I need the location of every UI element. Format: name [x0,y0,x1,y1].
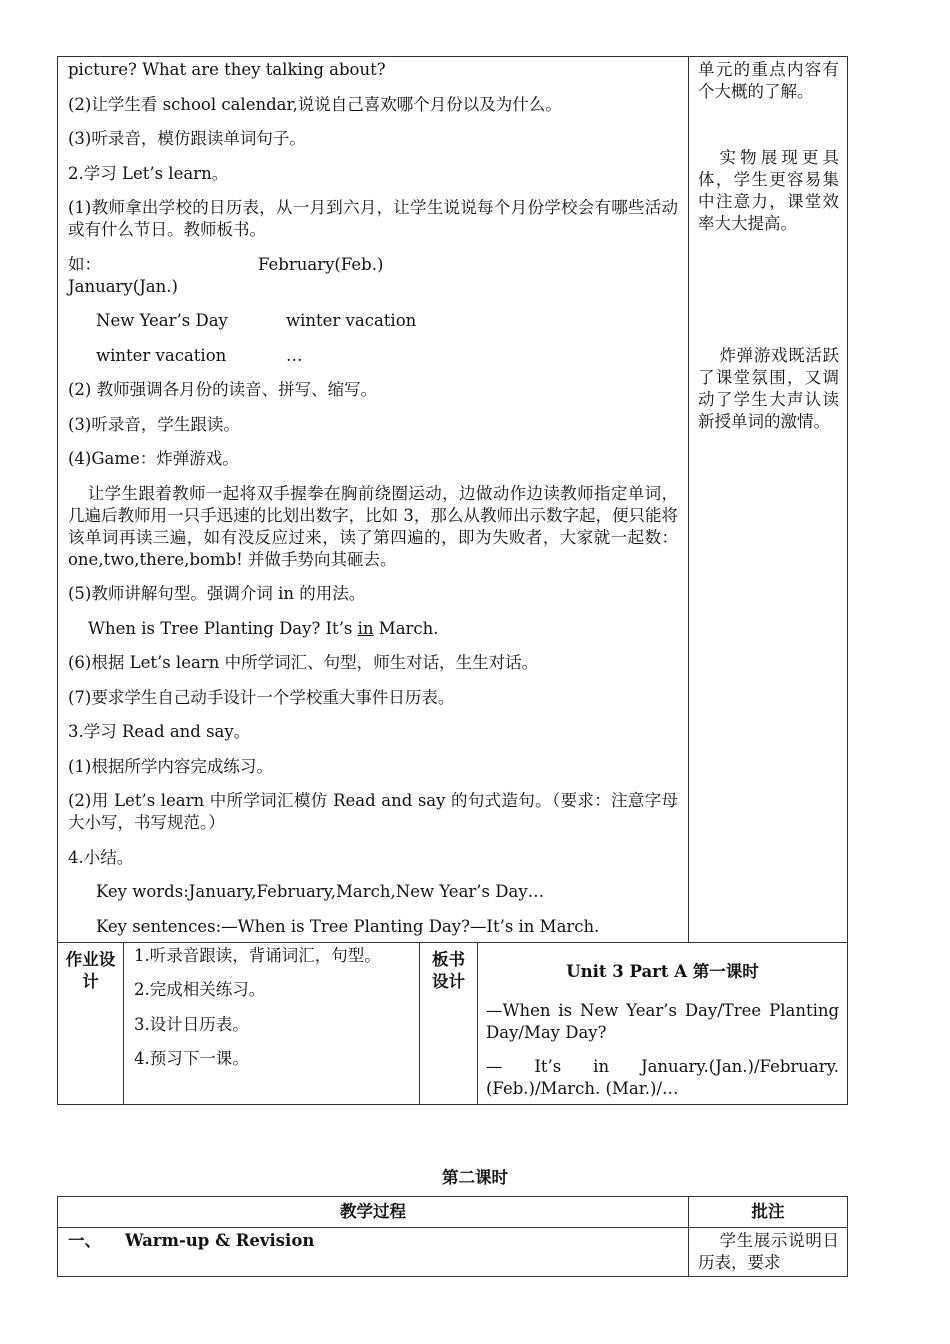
process-line: (2) 教师强调各月份的读音、拼写、缩写。 [68,380,378,399]
process-line: picture? What are they talking about? [68,60,386,79]
warmup-heading [68,1230,678,1252]
key-sentences: Key sentences:—When is Tree Planting Day?—It’s in March. [96,916,600,936]
homework-board-row [58,942,848,1105]
board-label: 板书设计 [420,942,478,1105]
sentence-part: March. [373,618,439,638]
second-lesson-table [57,1196,848,1277]
board-line: — It’s in January.(Jan.)/February.(Feb.)/March. (Mar.)/… [486,1057,840,1098]
warmup-note-cell [689,1228,848,1277]
warmup-title: Warm-up & Revision [125,1231,315,1250]
note-text: 单元的重点内容有个大概的了解。 [698,60,840,101]
header-process: 教学过程 [58,1197,689,1228]
note-text: 炸弹游戏既活跃了课堂氛围，又调动了学生大声认读新授单词的激情。 [698,346,840,431]
example-word: February(Feb.) [258,254,384,274]
homework-item: 1.听录音跟读，背诵词汇，句型。 [134,945,381,965]
example-sentence [68,618,678,640]
process-line: (3)听录音，模仿跟读单词句子。 [68,129,306,148]
warmup-row [58,1228,848,1277]
process-line: 2.学习 Let’s learn。 [68,163,229,183]
section-title: 第二课时 [442,1168,508,1187]
board-title: Unit 3 Part A 第一课时 [566,962,759,981]
process-line: (5)教师讲解句型。强调介词 in 的用法。 [68,584,366,603]
example-row [68,345,678,367]
example-word: January(Jan.) [68,276,178,296]
warmup-number: 一、 [68,1231,101,1250]
game-description: 让学生跟着教师一起将双手握拳在胸前绕圈运动，边做动作边读教师指定单词，几遍后教师用一只手迅速的比划出数字，比如 3，那么从教师出示数字起，便只能将该单词再读三遍，如有没反应过来，读了第四遍的，即为失败者，大家就一起数：one,two,there,bomb! 并做手势向其砸去。 [68,483,679,569]
key-words: Key words:January,February,March,New Year’s Day… [96,882,545,901]
homework-cell [124,942,420,1105]
example-row [68,254,678,298]
notes-cell [689,57,848,943]
process-line: (3)听录音，学生跟读。 [68,414,240,434]
process-line: (7)要求学生自己动手设计一个学校重大事件日历表。 [68,687,455,707]
note-text: 实物展现更具体，学生更容易集中注意力，课堂效率大大提高。 [698,148,840,233]
example-row [68,310,678,332]
header-row [58,1197,848,1228]
warmup-cell [58,1228,689,1277]
process-line: (6)根据 Let’s learn 中所学词汇、句型，师生对话，生生对话。 [68,653,539,672]
homework-item: 4.预习下一课。 [134,1049,249,1068]
process-line: (1)教师拿出学校的日历表，从一月到六月，让学生说说每个月份学校会有哪些活动或有什么节日。教师板书。 [68,198,679,239]
process-row [58,57,848,943]
sentence-part: When is Tree Planting Day? It’s [88,618,358,638]
process-line: (1)根据所学内容完成练习。 [68,756,273,776]
homework-label: 作业设计 [58,942,124,1105]
process-line: 4.小结。 [68,847,134,867]
example-word: winter vacation [96,345,227,365]
homework-item: 3.设计日历表。 [134,1014,249,1034]
board-cell [478,942,848,1105]
process-line: (2)让学生看 school calendar,说说自己喜欢哪个月份以及为什么。 [68,94,562,114]
process-line: (2)用 Let’s learn 中所学词汇模仿 Read and say 的句式造句。（要求：注意字母大小写，书写规范。） [68,791,679,832]
process-line: (4)Game：炸弹游戏。 [68,449,239,468]
note-text: 学生展示说明日历表，要求 [698,1231,839,1272]
example-word: winter vacation [286,311,417,330]
board-line: —When is New Year’s Day/Tree Planting Day/May Day? [486,1000,840,1042]
underlined-word: in [357,618,374,638]
example-prefix: 如： [68,254,101,274]
example-word: … [286,345,303,365]
example-cell [68,254,258,298]
lesson-plan-table [57,56,848,1105]
process-cell [58,57,689,943]
homework-item: 2.完成相关练习。 [134,980,266,999]
header-notes: 批注 [689,1197,848,1228]
example-word: New Year’s Day [96,311,228,330]
process-line: 3.学习 Read and say。 [68,722,251,741]
